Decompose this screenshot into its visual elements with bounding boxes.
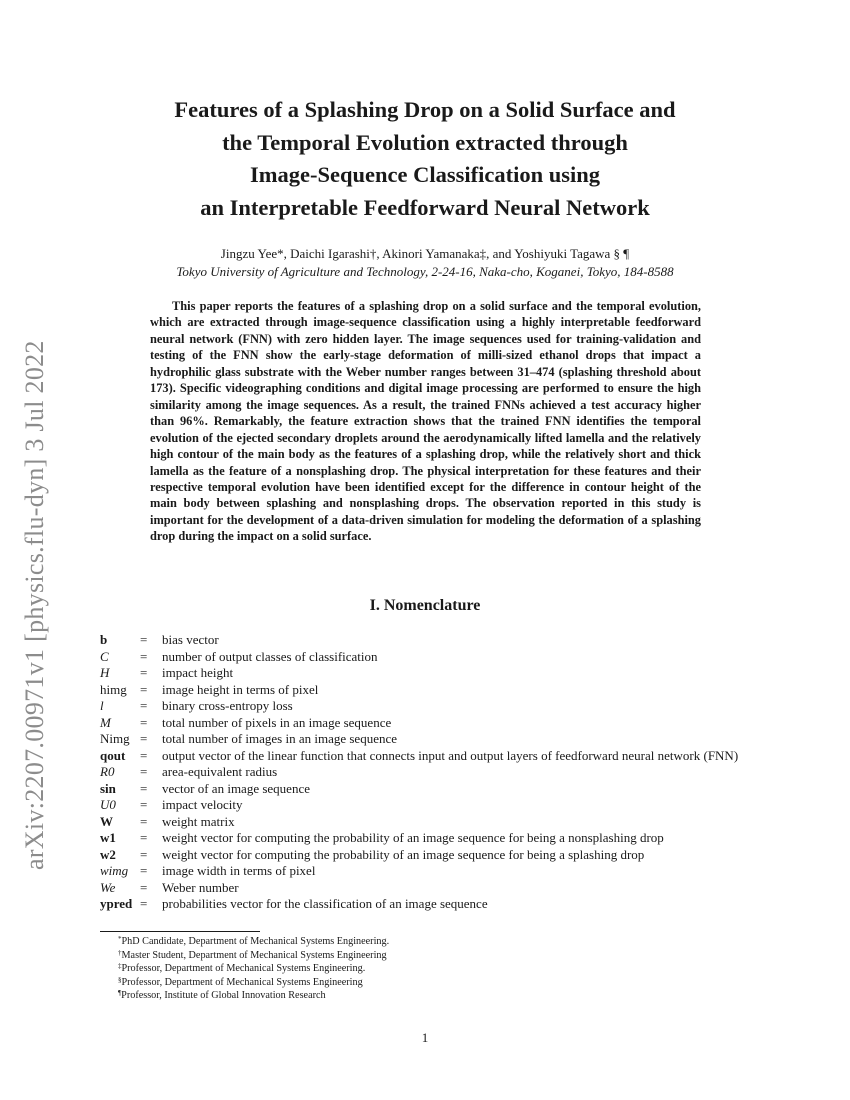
nomenclature-row <box>100 682 800 699</box>
nomenclature-symbol: w2 <box>100 846 116 862</box>
equals-sign: = <box>140 846 148 862</box>
nomenclature-symbol: sin <box>100 780 116 796</box>
nomenclature-symbol: b <box>100 632 108 647</box>
footnote: ‡Professor, Department of Mechanical Systems Engineering. <box>118 962 366 975</box>
page-number: 1 <box>421 1030 429 1045</box>
footnote-divider <box>100 931 260 932</box>
title-line: the Temporal Evolution extracted through <box>222 129 628 155</box>
equals-sign: = <box>140 830 148 845</box>
footnote: ¶Professor, Institute of Global Innovation Research <box>118 989 326 1002</box>
nomenclature-row <box>100 715 800 732</box>
nomenclature-definition: weight vector for computing the probability of an image sequence for being a nonsplashing drop <box>162 830 664 845</box>
title-line: an Interpretable Feedforward Neural Network <box>200 194 650 220</box>
nomenclature-row <box>100 665 800 682</box>
equals-sign: = <box>140 648 148 664</box>
nomenclature-symbol: ypred <box>100 896 133 911</box>
nomenclature-row <box>100 748 800 765</box>
nomenclature-definition: Weber number <box>162 879 239 895</box>
equals-sign: = <box>140 632 148 647</box>
nomenclature-symbol: R0 <box>100 764 115 779</box>
nomenclature-row <box>100 830 800 847</box>
equals-sign: = <box>140 731 148 746</box>
nomenclature-symbol: l <box>100 698 104 713</box>
nomenclature-definition: impact velocity <box>162 797 243 812</box>
arxiv-identifier: arXiv:2207.00971v1 [physics.flu-dyn] 3 Jul 2022 <box>20 340 49 870</box>
equals-sign: = <box>140 896 148 911</box>
affiliation: Tokyo University of Agriculture and Technology, 2-24-16, Naka-cho, Koganei, Tokyo, 184-8588 <box>176 264 674 279</box>
nomenclature-definition: weight matrix <box>162 813 235 829</box>
abstract: This paper reports the features of a splashing drop on a solid surface and the temporal evolution, which are extracted through image-sequence classification using a highly interpretable feedforward neural network (FNN) with zero hidden layer. The image sequences used for training-validation and testing of the FNN show the early-stage deformation of milli-sized ethanol drops that impact a hydrophilic glass substrate with the Weber number ranges between 31–474 (splashing threshold about 173). Specific videographing conditions and digital image processing are performed to ensure the high similarity among the image sequences. As a result, the trained FNNs achieved a test accuracy higher than 96%. Remarkably, the feature extraction shows that the trained FNN identifies the temporal evolution of the ejected secondary droplets around the aerodynamically lifted lamella and the relatively high contour of the main body as the features of a splashing drop, while the relatively short and thick lamella as the feature of a nonsplashing drop. The physical interpretation for these features and their respective temporal evolution have been identified except for the difference in contour height of the main body between splashing and nonsplashing drops. The observation reported in this study is important for the development of a data-driven simulation for modeling the deformation of a splashing drop during the impact on a solid surface. <box>150 299 701 544</box>
nomenclature-definition: vector of an image sequence <box>162 780 310 796</box>
nomenclature-definition: weight vector for computing the probability of an image sequence for being a splashing drop <box>162 846 645 862</box>
equals-sign: = <box>140 813 148 829</box>
nomenclature-symbol: M <box>100 714 111 730</box>
nomenclature-row <box>100 896 800 913</box>
footnote: †Master Student, Department of Mechanical Systems Engineering <box>118 948 387 961</box>
nomenclature-definition: output vector of the linear function that connects input and output layers of feedforward neural network (FNN) <box>162 747 739 763</box>
nomenclature-definition: number of output classes of classification <box>162 648 378 664</box>
nomenclature-definition: probabilities vector for the classification of an image sequence <box>162 896 488 911</box>
nomenclature-symbol: We <box>100 879 116 895</box>
nomenclature-row <box>100 632 800 649</box>
nomenclature-row <box>100 764 800 781</box>
nomenclature-row <box>100 698 800 715</box>
nomenclature-definition: total number of pixels in an image sequence <box>162 714 392 730</box>
equals-sign: = <box>140 863 148 878</box>
nomenclature-row <box>100 781 800 798</box>
nomenclature-symbol: C <box>100 648 109 664</box>
section-heading: I. Nomenclature <box>369 597 481 614</box>
nomenclature-row <box>100 797 800 814</box>
title-line: Features of a Splashing Drop on a Solid Surface and <box>174 97 676 122</box>
nomenclature-symbol: wimg <box>100 863 129 878</box>
nomenclature-row <box>100 863 800 880</box>
footnotes <box>118 935 718 1003</box>
nomenclature-definition: image height in terms of pixel <box>162 681 319 697</box>
equals-sign: = <box>140 698 148 713</box>
nomenclature-definition: total number of images in an image sequence <box>162 731 398 746</box>
nomenclature-definition: binary cross-entropy loss <box>162 698 293 713</box>
equals-sign: = <box>140 747 148 763</box>
nomenclature-row <box>100 847 800 864</box>
nomenclature-row <box>100 649 800 666</box>
nomenclature-definition: area-equivalent radius <box>162 764 278 779</box>
nomenclature-row <box>100 814 800 831</box>
nomenclature-symbol: H <box>100 665 110 680</box>
nomenclature-symbol: U0 <box>100 797 116 812</box>
equals-sign: = <box>140 764 148 779</box>
footnote: *PhD Candidate, Department of Mechanical Systems Engineering. <box>118 935 390 947</box>
equals-sign: = <box>140 665 148 680</box>
nomenclature-symbol: himg <box>100 681 127 697</box>
author-list: Jingzu Yee*, Daichi Igarashi†, Akinori Yamanaka‡, and Yoshiyuki Tagawa § ¶ <box>220 246 630 261</box>
equals-sign: = <box>140 879 148 895</box>
nomenclature-definition: image width in terms of pixel <box>162 863 316 878</box>
nomenclature-symbol: Nimg <box>100 731 130 746</box>
nomenclature-definition: impact height <box>162 665 234 680</box>
nomenclature-symbol: qout <box>100 747 126 763</box>
nomenclature-row <box>100 731 800 748</box>
equals-sign: = <box>140 681 148 697</box>
paper-title <box>100 94 750 224</box>
nomenclature-list <box>100 632 800 913</box>
equals-sign: = <box>140 797 148 812</box>
nomenclature-symbol: w1 <box>100 830 116 845</box>
nomenclature-symbol: W <box>100 813 113 829</box>
nomenclature-row <box>100 880 800 897</box>
nomenclature-definition: bias vector <box>162 632 219 647</box>
equals-sign: = <box>140 780 148 796</box>
equals-sign: = <box>140 714 148 730</box>
footnote: §Professor, Department of Mechanical Systems Engineering <box>118 975 363 988</box>
title-line: Image-Sequence Classification using <box>249 162 600 187</box>
